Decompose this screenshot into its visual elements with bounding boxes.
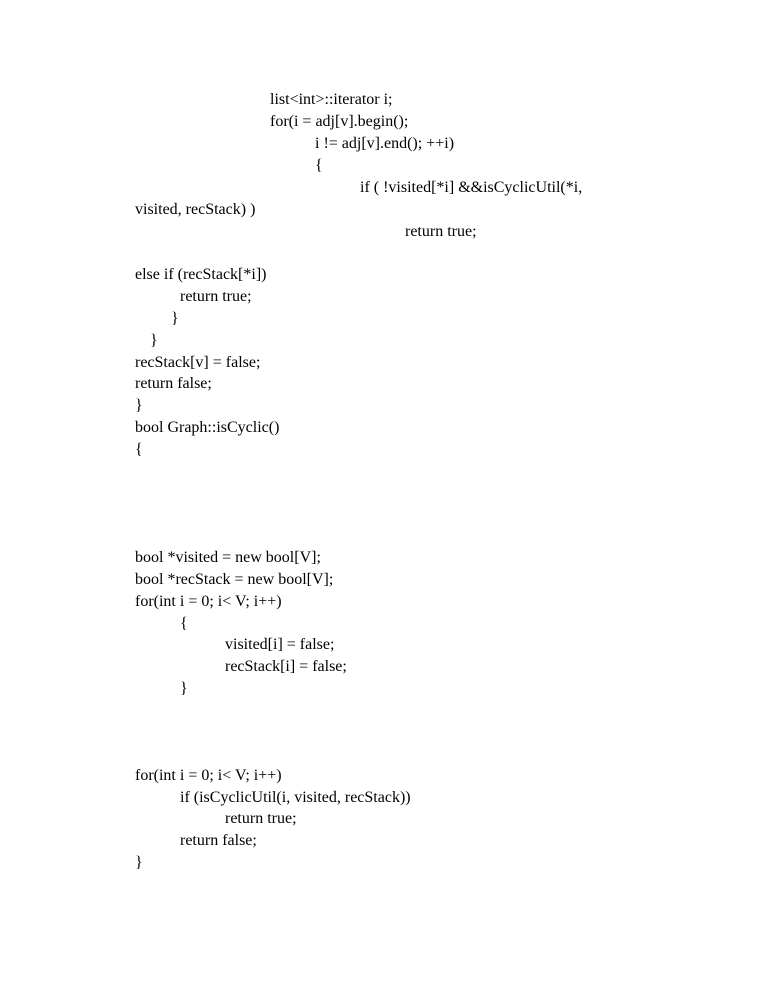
code-line: } — [135, 854, 143, 871]
code-line: } — [171, 310, 179, 327]
code-line: { — [180, 615, 188, 632]
code-line: visited[i] = false; — [225, 636, 335, 653]
code-line: bool Graph::isCyclic() — [135, 419, 280, 436]
code-line: for(i = adj[v].begin(); — [270, 113, 409, 130]
code-line: recStack[v] = false; — [135, 354, 261, 371]
code-line: if ( !visited[*i] &&isCyclicUtil(*i, — [360, 179, 583, 196]
code-line: list<int>::iterator i; — [270, 91, 393, 108]
code-line: return true; — [405, 223, 477, 240]
code-line: i != adj[v].end(); ++i) — [315, 135, 455, 152]
code-line: for(int i = 0; i< V; i++) — [135, 593, 282, 610]
code-line: visited, recStack) ) — [135, 201, 256, 218]
code-line: } — [135, 397, 143, 414]
code-line: return true; — [180, 288, 252, 305]
code-line: bool *visited = new bool[V]; — [135, 549, 321, 566]
code-line: return false; — [180, 832, 257, 849]
code-line: bool *recStack = new bool[V]; — [135, 571, 334, 588]
code-line: } — [180, 680, 188, 697]
code-line: return true; — [225, 810, 297, 827]
code-line: { — [135, 441, 143, 458]
code-line: recStack[i] = false; — [225, 658, 347, 675]
code-line: } — [150, 332, 158, 349]
code-line: { — [315, 157, 323, 174]
code-line: else if (recStack[*i]) — [135, 266, 267, 283]
code-line: if (isCyclicUtil(i, visited, recStack)) — [180, 789, 411, 806]
code-line: return false; — [135, 375, 212, 392]
code-line: for(int i = 0; i< V; i++) — [135, 767, 282, 784]
